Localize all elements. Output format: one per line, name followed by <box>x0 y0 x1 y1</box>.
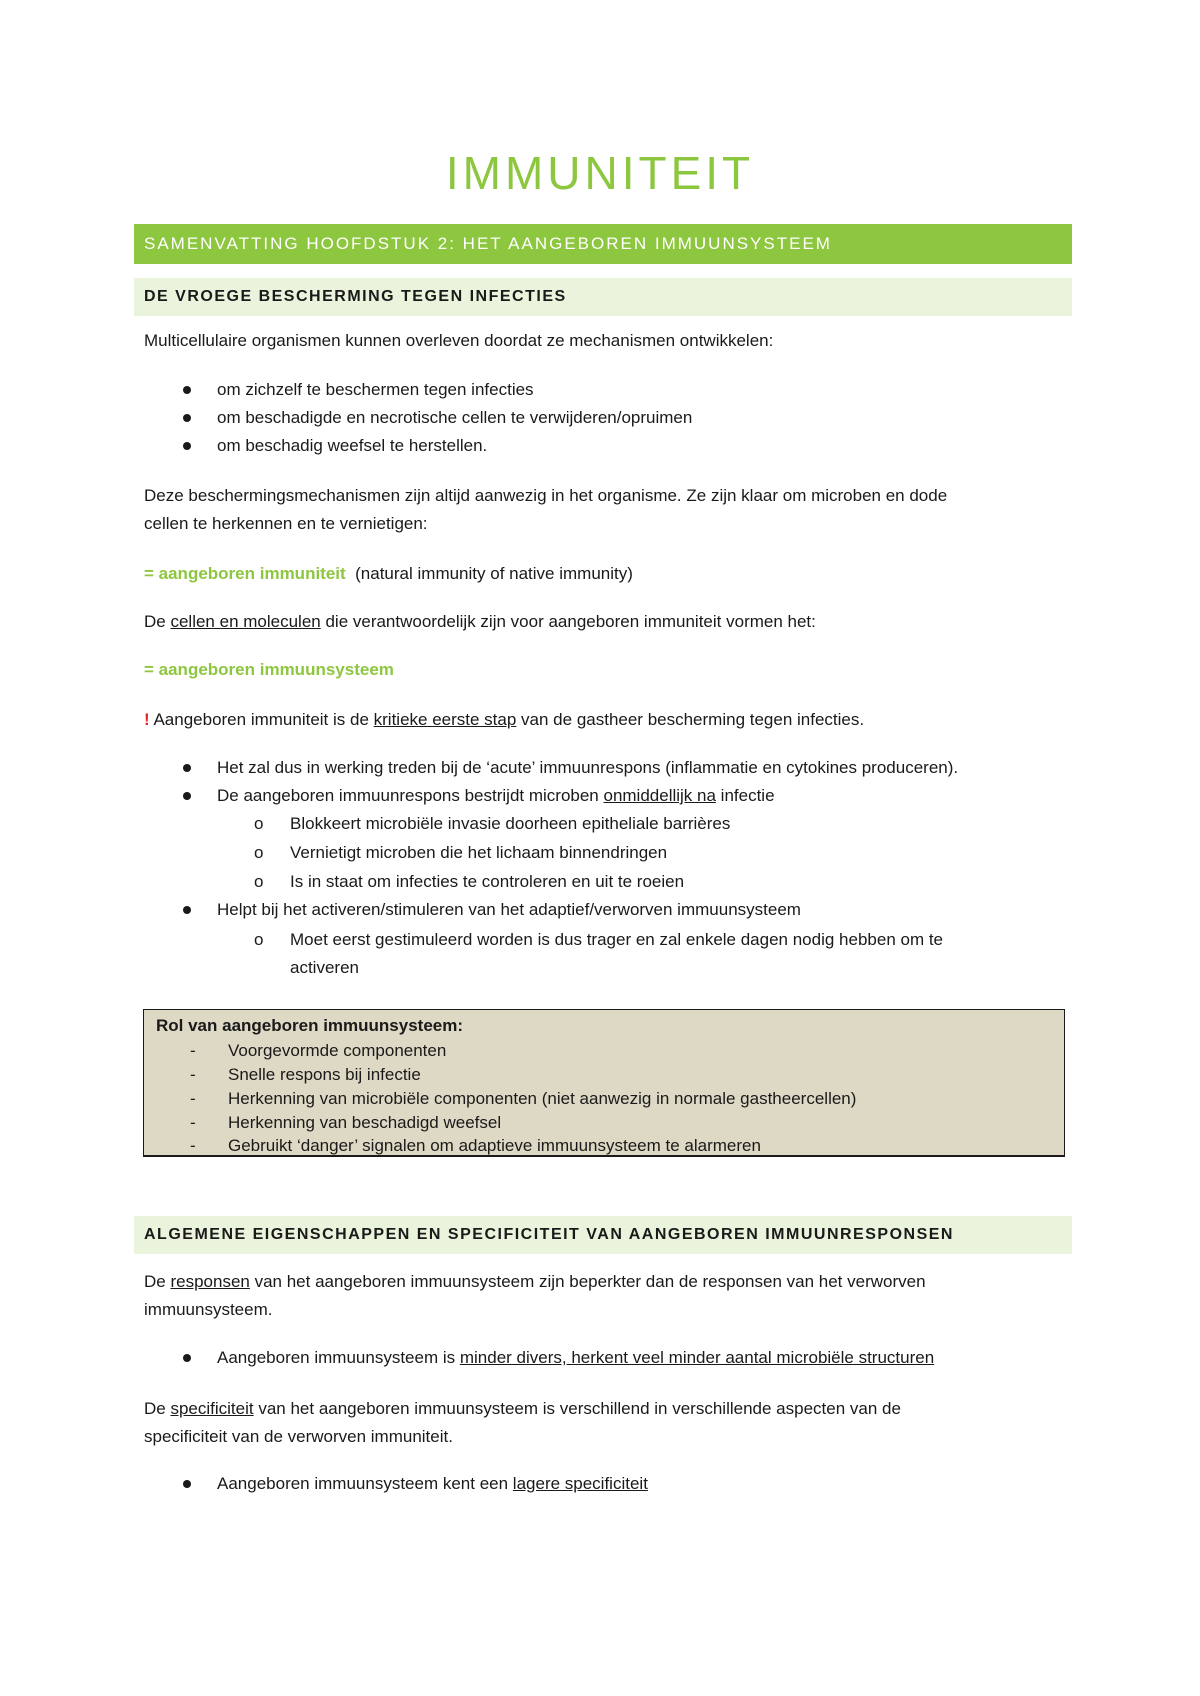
page-title: IMMUNITEIT <box>445 147 755 199</box>
definition-term: = aangeboren immuunsysteem <box>144 660 394 679</box>
sub-bullet-icon: o <box>254 814 264 833</box>
list-item: Aangeboren immuunsysteem is minder divers, herkent veel minder aantal microbiële structuren <box>217 1348 935 1367</box>
list-item: om beschadigde en necrotische cellen te verwijderen/opruimen <box>217 408 693 427</box>
list-item: Helpt bij het activeren/stimuleren van het adaptief/verworven immuunsysteem <box>217 900 801 919</box>
box-heading: Rol van aangeboren immuunsysteem: <box>156 1016 464 1035</box>
sub-list-item-line: Moet eerst gestimuleerd worden is dus trager en zal enkele dagen nodig hebben om te <box>290 930 944 949</box>
paragraph-line: De responsen van het aangeboren immuunsysteem zijn beperkter dan de responsen van het verworven <box>144 1272 926 1291</box>
bullet-icon <box>183 442 191 450</box>
sub-list-item: Blokkeert microbiële invasie doorheen epitheliale barrières <box>290 814 731 833</box>
sub-list-item: Vernietigt microben die het lichaam binnendringen <box>290 843 668 862</box>
underlined-text: cellen en moleculen <box>170 612 321 631</box>
paragraph-line: specificiteit van de verworven immuniteit. <box>144 1427 453 1446</box>
box-item: Gebruikt ‘danger’ signalen om adaptieve immuunsysteem te alarmeren <box>228 1136 761 1155</box>
underlined-text: specificiteit <box>170 1399 254 1418</box>
definition-line <box>144 560 1044 588</box>
underlined-text: minder divers, herkent veel minder aantal microbiële structuren <box>459 1348 935 1367</box>
list-item: Het zal dus in werking treden bij de ‘acute’ immuunrespons (inflammatie en cytokines produceren). <box>217 758 959 777</box>
paragraph-line: Deze beschermingsmechanismen zijn altijd aanwezig in het organisme. Ze zijn klaar om microben en dode <box>144 486 948 505</box>
bullet-icon <box>183 764 191 772</box>
underlined-text: responsen <box>170 1272 250 1291</box>
dash-marker: - <box>190 1041 196 1060</box>
role-box <box>143 1009 1065 1157</box>
paragraph-line: De specificiteit van het aangeboren immuunsysteem is verschillend in verschillende aspecten van de <box>144 1399 901 1418</box>
list-item: om zichzelf te beschermen tegen infecties <box>217 380 534 399</box>
bullet-icon <box>183 1480 191 1488</box>
warning-paragraph: ! Aangeboren immuniteit is de kritieke eerste stap van de gastheer bescherming tegen infecties. <box>144 710 865 729</box>
definition-term: = aangeboren immuniteit <box>144 564 346 583</box>
dash-marker: - <box>190 1089 196 1108</box>
exclamation-icon: ! <box>144 710 150 729</box>
list-item: om beschadig weefsel te herstellen. <box>217 436 488 455</box>
underlined-text: onmiddellijk na <box>603 786 716 805</box>
bullet-icon <box>183 414 191 422</box>
box-item: Herkenning van beschadigd weefsel <box>228 1113 502 1132</box>
paragraph-line: immuunsysteem. <box>144 1300 273 1319</box>
paragraph-line: cellen te herkennen en te vernietigen: <box>144 514 428 533</box>
bullet-icon <box>183 792 191 800</box>
intro-paragraph: Multicellulaire organismen kunnen overleven doordat ze mechanismen ontwikkelen: <box>144 331 774 350</box>
bullet-icon <box>183 386 191 394</box>
box-item: Herkenning van microbiële componenten (niet aanwezig in normale gastheercellen) <box>228 1089 857 1108</box>
box-item: Voorgevormde componenten <box>228 1041 447 1060</box>
list-item: Aangeboren immuunsysteem kent een lagere specificiteit <box>217 1474 648 1493</box>
definition-note: (natural immunity of native immunity) <box>355 564 633 583</box>
dash-marker: - <box>190 1113 196 1132</box>
sub-list-item: Is in staat om infecties te controleren en uit te roeien <box>290 872 685 891</box>
subsection-heading-2: ALGEMENE EIGENSCHAPPEN EN SPECIFICITEIT VAN AANGEBOREN IMMUUNRESPONSEN <box>134 1216 1072 1254</box>
underlined-text: lagere specificiteit <box>512 1474 648 1493</box>
bullet-icon <box>183 1354 191 1362</box>
sub-bullet-icon: o <box>254 843 264 862</box>
sub-bullet-icon: o <box>254 930 264 949</box>
subsection-heading-1: DE VROEGE BESCHERMING TEGEN INFECTIES <box>134 278 1072 316</box>
sub-bullet-icon: o <box>254 872 264 891</box>
dash-marker: - <box>190 1065 196 1084</box>
section-heading: SAMENVATTING HOOFDSTUK 2: HET AANGEBOREN IMMUUNSYSTEEM <box>134 224 1072 264</box>
paragraph: De cellen en moleculen die verantwoordelijk zijn voor aangeboren immuniteit vormen het: <box>144 612 816 631</box>
definition-line <box>144 656 1044 684</box>
box-item: Snelle respons bij infectie <box>228 1065 421 1084</box>
sub-list-item-line: activeren <box>290 958 359 977</box>
bullet-icon <box>183 906 191 914</box>
list-item: De aangeboren immuunrespons bestrijdt microben onmiddellijk na infectie <box>217 786 775 805</box>
underlined-text: kritieke eerste stap <box>373 710 517 729</box>
dash-marker: - <box>190 1136 196 1155</box>
